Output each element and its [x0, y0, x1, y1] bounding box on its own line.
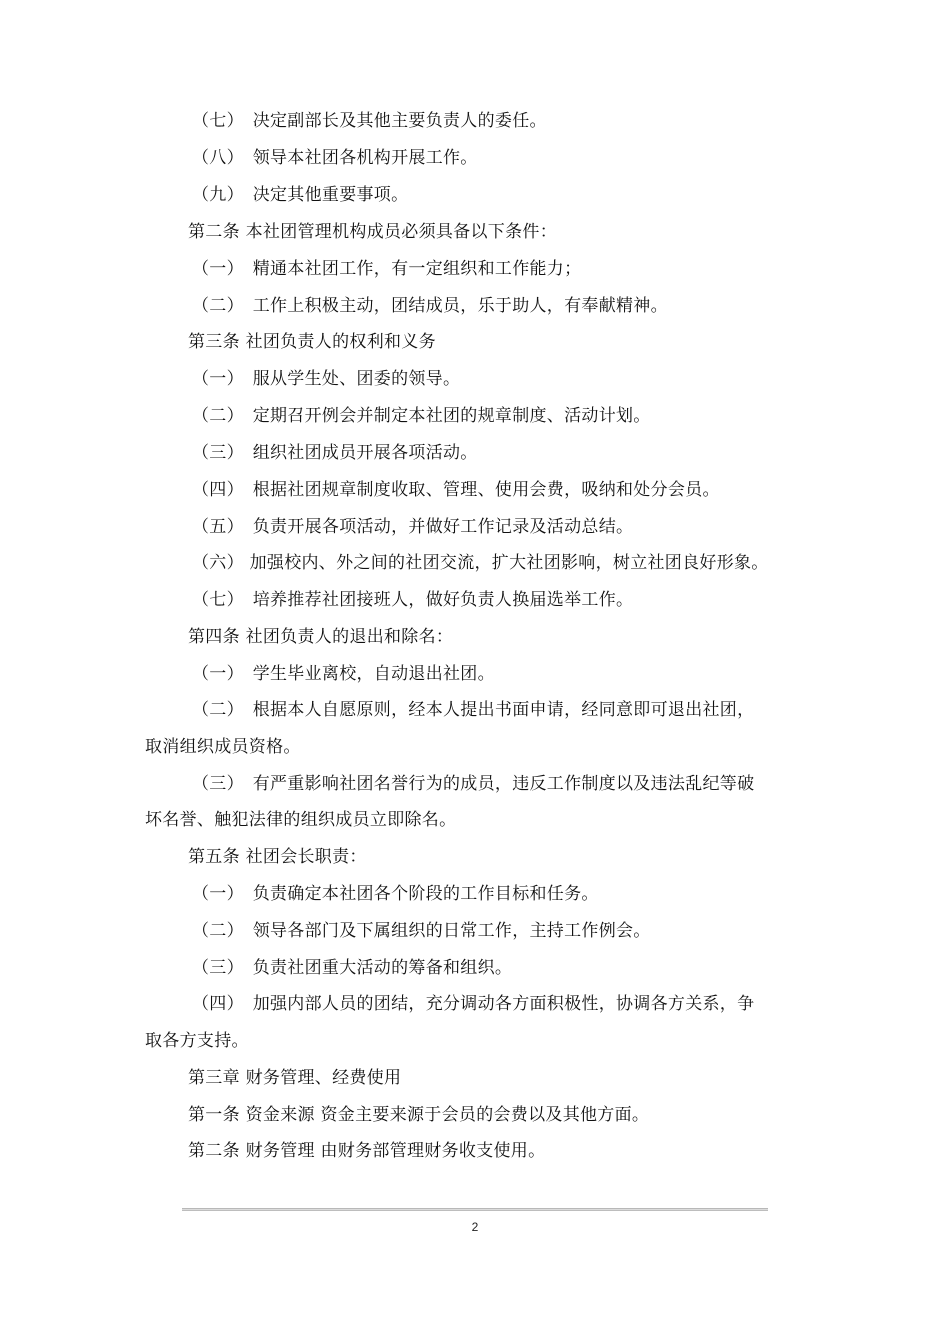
text-line: （五） 负责开展各项活动，并做好工作记录及活动总结。 — [192, 517, 634, 537]
article-heading: 第一条 资金来源 资金主要来源于会员的会费以及其他方面。 — [188, 1105, 650, 1125]
text-line: （三） 负责社团重大活动的筹备和组织。 — [192, 958, 513, 978]
text-line: （四） 加强内部人员的团结，充分调动各方面积极性，协调各方关系，争 — [192, 994, 755, 1014]
text-line: 取消组织成员资格。 — [145, 737, 301, 757]
text-line: （一） 负责确定本社团各个阶段的工作目标和任务。 — [192, 884, 599, 904]
text-line: （九） 决定其他重要事项。 — [192, 185, 409, 205]
text-line: （二） 工作上积极主动，团结成员，乐于助人，有奉献精神。 — [192, 296, 668, 316]
chapter-heading: 第三章 财务管理、经费使用 — [188, 1068, 402, 1088]
text-line: 坏名誉、触犯法律的组织成员立即除名。 — [145, 810, 457, 830]
page-number: 2 — [471, 1220, 479, 1234]
text-line: （八） 领导本社团各机构开展工作。 — [192, 148, 478, 168]
article-heading: 第二条 本社团管理机构成员必须具备以下条件： — [188, 222, 558, 242]
text-line: （三） 组织社团成员开展各项活动。 — [192, 443, 478, 463]
text-line: （四） 根据社团规章制度收取、管理、使用会费，吸纳和处分会员。 — [192, 480, 720, 500]
footer-divider — [182, 1208, 768, 1211]
text-line: （七） 决定副部长及其他主要负责人的委任。 — [192, 111, 547, 131]
article-heading: 第二条 财务管理 由财务部管理财务收支使用。 — [188, 1141, 546, 1161]
article-heading: 第五条 社团会长职责： — [188, 847, 367, 867]
text-line: （二） 领导各部门及下属组织的日常工作，主持工作例会。 — [192, 921, 651, 941]
text-line: （一） 精通本社团工作，有一定组织和工作能力； — [192, 259, 582, 279]
text-line: （二） 定期召开例会并制定本社团的规章制度、活动计划。 — [192, 406, 651, 426]
text-line: （二） 根据本人自愿原则，经本人提出书面申请，经同意即可退出社团， — [192, 700, 755, 720]
text-line: （六） 加强校内、外之间的社团交流，扩大社团影响，树立社团良好形象。 — [192, 553, 769, 573]
article-heading: 第四条 社团负责人的退出和除名： — [188, 627, 454, 647]
article-heading: 第三条 社团负责人的权利和义务 — [188, 332, 436, 352]
text-line: （一） 服从学生处、团委的领导。 — [192, 369, 461, 389]
text-line: （七） 培养推荐社团接班人，做好负责人换届选举工作。 — [192, 590, 634, 610]
text-line: （三） 有严重影响社团名誉行为的成员，违反工作制度以及违法乱纪等破 — [192, 774, 755, 794]
text-line: （一） 学生毕业离校，自动退出社团。 — [192, 664, 495, 684]
text-line: 取各方支持。 — [145, 1031, 249, 1051]
